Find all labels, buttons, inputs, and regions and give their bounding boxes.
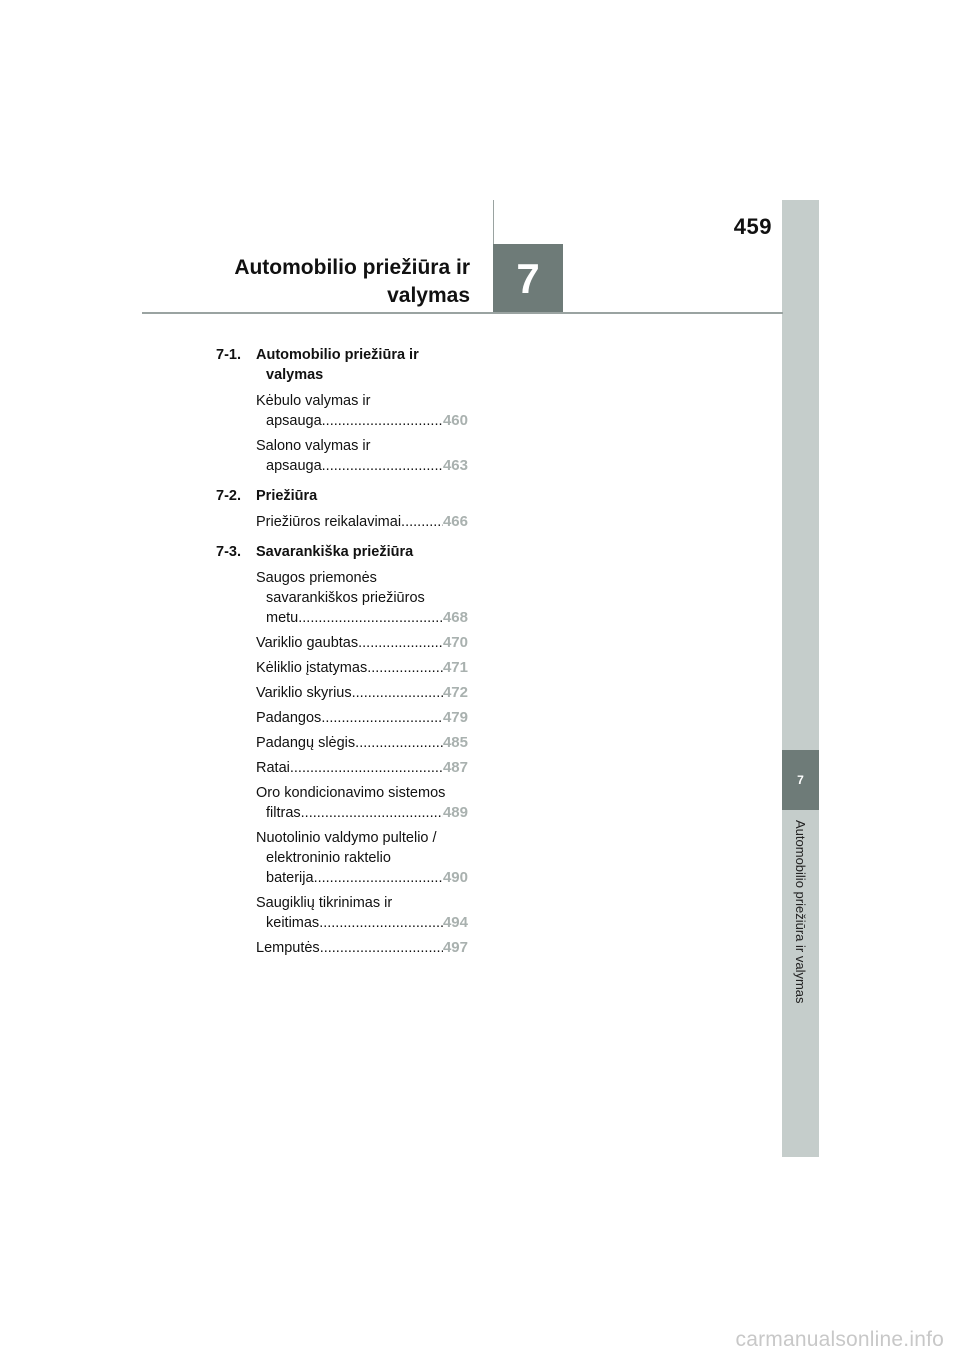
toc-section-heading (216, 345, 468, 385)
toc-entry[interactable] (256, 391, 468, 431)
leader-dots (298, 608, 443, 628)
header-rule (142, 312, 783, 314)
leader-dots (320, 938, 443, 958)
header-divider-vertical (493, 200, 494, 245)
toc-page-link[interactable]: 479 (442, 709, 468, 726)
toc-section (216, 542, 468, 958)
toc-entry-leader-line (256, 938, 468, 958)
toc-page-link[interactable]: 472 (442, 684, 468, 701)
toc-entry-text-line: Saugiklių tikrinimas ir (256, 895, 393, 911)
chapter-title: Automobilio priežiūra ir valymas (234, 256, 470, 307)
toc-entry[interactable] (256, 708, 468, 728)
table-of-contents (216, 345, 468, 958)
toc-section-title: Savarankiška priežiūra (256, 544, 414, 560)
toc-entry-text: Variklio skyrius (256, 685, 352, 701)
toc-entry-text: metu (266, 610, 299, 626)
toc-entry-leader-line (256, 803, 468, 823)
toc-entry-text: Padangos (256, 710, 322, 726)
toc-entry[interactable] (256, 658, 468, 678)
toc-entry-leader-line (256, 608, 468, 628)
toc-entry-leader-line (256, 512, 468, 532)
leader-dots (319, 913, 443, 933)
toc-entry-text: apsauga (266, 413, 322, 429)
toc-entry[interactable] (256, 828, 468, 888)
toc-section (216, 345, 468, 476)
leader-dots (290, 758, 443, 778)
leader-dots (401, 512, 443, 532)
toc-entry[interactable] (256, 938, 468, 958)
leader-dots (301, 803, 443, 823)
toc-entry-text: filtras (266, 805, 301, 821)
toc-section-heading (216, 486, 468, 506)
chapter-number-box: 7 (493, 244, 563, 313)
toc-page-link[interactable]: 471 (442, 659, 468, 676)
toc-entry[interactable] (256, 893, 468, 933)
leader-dots (367, 658, 443, 678)
toc-entry-text: Ratai (256, 760, 290, 776)
toc-entry-text-line: Kėbulo valymas ir (256, 393, 371, 409)
toc-entry-leader-line (256, 633, 468, 653)
toc-section-title: Priežiūra (256, 488, 318, 504)
toc-entry-text-line: elektroninio raktelio (266, 850, 391, 866)
page-number: 459 (733, 214, 772, 239)
toc-entry[interactable] (256, 633, 468, 653)
toc-page-link[interactable]: 489 (442, 804, 468, 821)
leader-dots (321, 708, 443, 728)
toc-entry[interactable] (256, 512, 468, 532)
toc-page-link[interactable]: 487 (442, 759, 468, 776)
toc-entry-leader-line (256, 411, 468, 431)
toc-section-number: 7-2. (216, 488, 241, 504)
toc-entry[interactable] (256, 436, 468, 476)
toc-entry-text: Variklio gaubtas (256, 635, 359, 651)
toc-page-link[interactable]: 497 (442, 939, 468, 956)
toc-section-number: 7-3. (216, 544, 241, 560)
toc-entry-leader-line (256, 683, 468, 703)
watermark: carmanualsonline.info (735, 1328, 944, 1351)
toc-entry-text-line: Oro kondicionavimo sistemos (256, 785, 446, 801)
toc-section (216, 486, 468, 532)
toc-section-heading (216, 542, 468, 562)
toc-entry-text-line: Saugos priemonės (256, 570, 377, 586)
side-chapter-label: Automobilio priežiūra ir valymas (793, 820, 808, 1004)
leader-dots (322, 456, 443, 476)
toc-page-link[interactable]: 485 (442, 734, 468, 751)
toc-entry-text: Lemputės (256, 940, 320, 956)
toc-entry-text: Kėliklio įstatymas (256, 660, 368, 676)
toc-entry-leader-line (256, 913, 468, 933)
toc-section-title: Automobilio priežiūra ir valymas (256, 347, 419, 383)
toc-entry-text-line: Salono valymas ir (256, 438, 371, 454)
toc-entry-leader-line (256, 733, 468, 753)
toc-entry-text-line: savarankiškos priežiūros (266, 590, 425, 606)
toc-entry-leader-line (256, 658, 468, 678)
toc-entry[interactable] (256, 683, 468, 703)
leader-dots (352, 683, 443, 703)
side-chapter-tab[interactable] (782, 750, 819, 810)
toc-entry-text-line: Nuotolinio valdymo pultelio / (256, 830, 437, 846)
toc-page-link[interactable]: 460 (442, 412, 468, 429)
toc-section-number: 7-1. (216, 347, 241, 363)
toc-page-link[interactable]: 463 (442, 457, 468, 474)
leader-dots (322, 411, 443, 431)
toc-page-link[interactable]: 470 (442, 634, 468, 651)
toc-entry-text: Padangų slėgis (256, 735, 356, 751)
toc-entry-text: apsauga (266, 458, 322, 474)
toc-entry-leader-line (256, 868, 468, 888)
toc-page-link[interactable]: 494 (442, 914, 468, 931)
toc-entry-text: keitimas (266, 915, 320, 931)
toc-page-link[interactable]: 468 (442, 609, 468, 626)
toc-entry[interactable] (256, 758, 468, 778)
side-tab-number: 7 (797, 773, 804, 787)
toc-entry-leader-line (256, 708, 468, 728)
leader-dots (358, 633, 443, 653)
toc-page-link[interactable]: 490 (442, 869, 468, 886)
toc-entry-leader-line (256, 758, 468, 778)
toc-entry[interactable] (256, 783, 468, 823)
toc-entry[interactable] (256, 568, 468, 628)
toc-entry-text: baterija (266, 870, 314, 886)
toc-entry-text: Priežiūros reikalavimai (256, 514, 402, 530)
toc-entry-leader-line (256, 456, 468, 476)
leader-dots (355, 733, 443, 753)
toc-page-link[interactable]: 466 (442, 513, 468, 530)
toc-entry[interactable] (256, 733, 468, 753)
leader-dots (314, 868, 443, 888)
